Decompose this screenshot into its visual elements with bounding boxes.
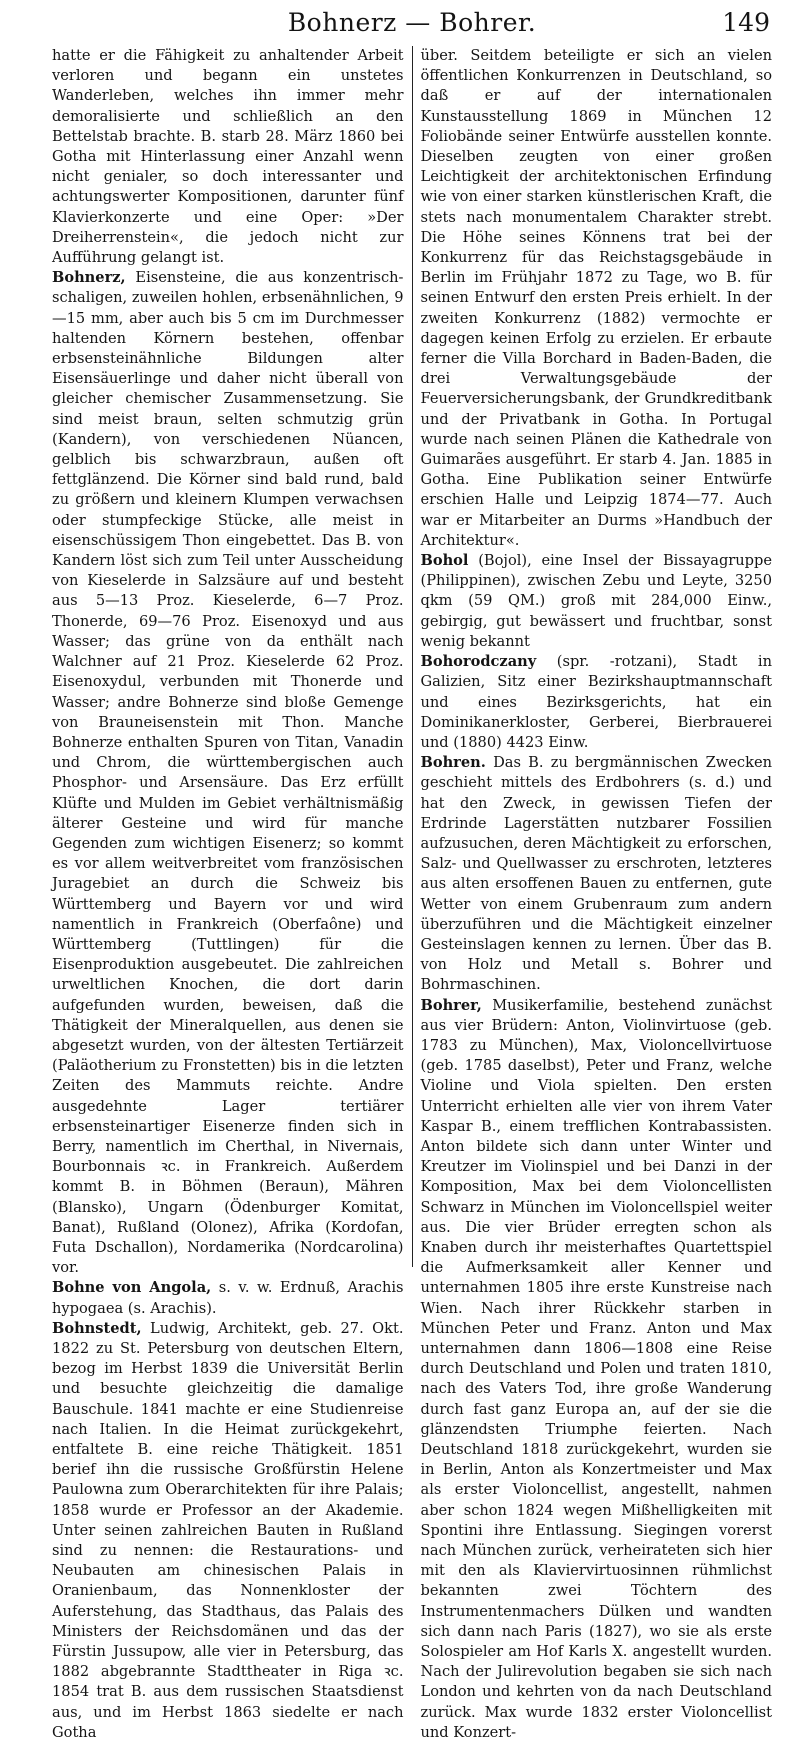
- entry-text: Eisensteine, die aus konzentrisch-schaligen, zuweilen hohlen, erbsenähnlichen, 9—15 mm, aber auch bis 5 cm im Durchmesser haltenden Körnern bestehen, offenbar erbsensteinähnliche Bildungen alter Eisensäuerlinge und daher nicht überall von gleicher chemischer Zusammensetzung. Sie sind meist braun, selten schmutzig grün (Kandern), von verschiedenen Nüancen, gelblich bis schwarzbraun, außen oft fettglänzend. Die Körner sind bald rund, bald zu größern und kleinern Klumpen verwachsen oder stumpfeckige Stücke, alle meist in eisenschüssigem Thon eingebettet. Das B. von Kandern löst sich zum Teil unter Ausscheidung von Kieselerde in Salzsäure auf und besteht aus 5—13 Proz. Kieselerde, 6—7 Proz. Thonerde, 69—76 Proz. Eisenoxyd und aus Wasser; das grüne von da enthält nach Walchner auf 21 Proz. Kieselerde 62 Proz. Eisenoxydul, verbunden mit Thonerde und Wasser; andre Bohnerze sind bloße Gemenge von Brauneisenstein mit Thon. Manche Bohnerze enthalten Spuren von Titan, Vanadin und Chrom, die württembergischen auch Phosphor- und Arsensäure. Das Erz erfüllt Klüfte und Mulden im Gebiet verhältnismäßig älterer Gesteine und wird für manche Gegenden zum wichtigen Eisenerz; so kommt es vor allem weitverbreitet vom französischen Juragebiet an durch die Schweiz bis Württemberg und Bayern vor und wird namentlich in Frankreich (Oberfaône) und Württemberg (Tuttlingen) für die Eisenproduktion ausgebeutet. Die zahlreichen urweltlichen Knochen, die dort darin aufgefunden wurden, beweisen, daß die Thätigkeit der Mineralquellen, aus denen sie abgesetzt wurden, von der ältesten Tertiärzeit (Paläotherium zu Fronstetten) bis in die letzten Zeiten des Mammuts reichte. Andre ausgedehnte Lager tertiärer erbsensteinartiger Eisenerze finden sich in Berry, namentlich im Cherthal, in Nivernais, Bourbonnais ꝛc. in Frankreich. Außerdem kommt B. in Böhmen (Beraun), Mähren (Blansko), Ungarn (Ödenburger Komitat, Banat), Rußland (Olonez), Afrika (Kordofan, Futa Dschallon), Nordamerika (Nordcarolina) vor.: [52, 269, 404, 1277]
- entry-text: Musikerfamilie, bestehend zunächst aus vier Brüdern: Anton, Violinvirtuose (geb. 1783 zu München), Max, Violoncellvirtuose (geb. 1785 daselbst), Peter und Franz, welche Violine und Viola spielten. Den ersten Unterricht erhielten alle vier von ihrem Vater Kaspar B., einem trefflichen Kontrabassisten. Anton bildete sich dann unter Winter und Kreutzer im Violinspiel und bei Danzi in der Komposition, Max bei dem Violoncellisten Schwarz in München im Violoncellspiel weiter aus. Die vier Brüder erregten schon als Knaben durch ihr meisterhaftes Quartettspiel die Aufmerksamkeit aller Kenner und unternahmen 1805 ihre erste Kunstreise nach Wien. Nach ihrer Rückkehr starben in München Peter und Franz. Anton und Max unternahmen dann 1806—1808 eine Reise durch Deutschland und Polen und traten 1810, nach des Vaters Tod, ihre große Wanderung durch fast ganz Europa an, auf der sie die glänzendsten Triumphe feierten. Nach Deutschland 1818 zurückgekehrt, wurden sie in Berlin, Anton als Konzertmeister und Max als erster Violoncellist, angestellt, nahmen aber schon 1824 wegen Mißhelligkeiten mit Spontini ihre Entlassung. Siegingen vorerst nach München zurück, verheirateten sich hier mit den als Klaviervirtuosinnen rühmlichst bekannten zwei Töchtern des Instrumentenmachers Dülken und wandten sich dann nach Paris (1827), wo sie als erste Solospieler am Hof Karls X. angestellt wurden. Nach der Julirevolution begaben sie sich nach London und kehrten von da nach Deutschland zurück. Max wurde 1832 erster Violoncellist und Konzert-: [420, 996, 772, 1741]
- entry-bohrer: [421, 996, 773, 1743]
- page-number: 149: [722, 8, 770, 37]
- entry-text: über. Seitdem beteiligte er sich an vielen öffentlichen Konkurrenzen in Deutschland, so daß er auf der internationalen Kunstausstellung 1869 in München 12 Foliobände seiner Entwürfe ausstellen konnte. Dieselben zeugten von einer großen Leichtigkeit der architektonischen Erfindung wie von einer starken künstlerischen Kraft, die stets nach monumentalem Charakter strebt. Die Höhe seines Könnens trat bei der Konkurrenz für das Reichstagsgebäude in Berlin im Frühjahr 1872 zu Tage, wo B. für seinen Entwurf den ersten Preis erhielt. In der zweiten Konkurrenz (1882) vermochte er dagegen keinen Erfolg zu erzielen. Er erbaute ferner die Villa Borchard in Baden-Baden, die drei Verwaltungsgebäude der Feuerversicherungsbank, der Grundkreditbank und der Privatbank in Gotha. In Portugal wurde nach seinen Plänen die Kathedrale von Guimarães ausgeführt. Er starb 4. Jan. 1885 in Gotha. Eine Publikation seiner Entwürfe erschien Halle und Leipzig 1874—77. Auch war er Mitarbeiter an Durms »Handbuch der Architektur«.: [420, 47, 772, 549]
- running-head: Bohnerz — Bohrer.: [287, 8, 537, 37]
- entry-text: (Bojol), eine Insel der Bissayagruppe (Philippinen), zwischen Zebu und Leyte, 3250 qkm (59 QM.) groß mit 284,000 Einw., gebirgig, gut bewässert und fruchtbar, sonst wenig bekannt: [420, 552, 772, 650]
- entry-lemma: Bohorodczany: [420, 653, 537, 671]
- entry-bohren: [421, 753, 773, 995]
- page-header: [52, 8, 772, 50]
- entry-continuation: [421, 46, 773, 551]
- entry-bohne-von-angola: [52, 1278, 404, 1318]
- entry-bohol: [421, 551, 773, 652]
- entry-text: Ludwig, Architekt, geb. 27. Okt. 1822 zu St. Petersburg von deutschen Eltern, bezog im Herbst 1839 die Universität Berlin und besuchte gleichzeitig die damalige Bauschule. 1841 machte er eine Studienreise nach Italien. In die Heimat zurückgekehrt, entfaltete B. eine reiche Thätigkeit. 1851 berief ihn die russische Großfürstin Helene Paulowna zum Oberarchitekten für ihre Palais; 1858 wurde er Professor an der Akademie. Unter seinen zahlreichen Bauten in Rußland sind zu nennen: die Restaurations- und Neubauten am chinesischen Palais in Oranienbaum, das Nonnenkloster der Auferstehung, das Stadthaus, das Palais des Ministers der Reichsdomänen und das der Fürstin Jussupow, alle vier in Petersburg, das 1882 abgebrannte Stadttheater in Riga ꝛc. 1854 trat B. aus dem russischen Staatsdienst aus, und im Herbst 1863 siedelte er nach Gotha: [52, 1319, 404, 1741]
- text-columns: [52, 46, 772, 1741]
- right-column: [413, 46, 773, 1741]
- entry-lemma: Bohren.: [420, 754, 486, 772]
- entry-bohorodczany: [421, 652, 773, 753]
- entry-bohnstedt: [52, 1319, 404, 1743]
- entry-lemma: Bohrer,: [420, 996, 482, 1014]
- entry-lemma: Bohnstedt,: [52, 1319, 142, 1337]
- entry-lemma: Bohne von Angola,: [52, 1279, 212, 1297]
- entry-continuation: [52, 46, 404, 268]
- left-column: [52, 46, 412, 1741]
- entry-lemma: Bohnerz,: [52, 269, 126, 287]
- entry-text: (spr. -rotzani), Stadt in Galizien, Sitz einer Bezirkshauptmannschaft und eines Bezirksgerichts, hat ein Dominikanerkloster, Gerberei, Bierbrauerei und (1880) 4423 Einw.: [420, 653, 772, 751]
- entry-text: hatte er die Fähigkeit zu anhaltender Arbeit verloren und begann ein unstetes Wanderleben, welches ihn immer mehr demoralisierte und schließlich an den Bettelstab brachte. B. starb 28. März 1860 bei Gotha mit Hinterlassung einer Anzahl wenn nicht genialer, so doch interessanter und achtungswerter Kompositionen, darunter fünf Klavierkonzerte und eine Oper: »Der Dreiherrenstein«, die jedoch nicht zur Aufführung gelangt ist.: [52, 47, 404, 267]
- entry-lemma: Bohol: [420, 552, 469, 570]
- entry-text: Das B. zu bergmännischen Zwecken geschieht mittels des Erdbohrers (s. d.) und hat den Zweck, in gewissen Tiefen der Erdrinde Lagerstätten nutzbarer Fossilien aufzusuchen, deren Mächtigkeit zu erforschen, Salz- und Quellwasser zu erschroten, letzteres aus alten ersoffenen Bauen zu entfernen, gute Wetter von einem Grubenraum zum andern überzuführen und die Mächtigkeit einzelner Gesteinslagen kennen zu lernen. Über das B. von Holz und Metall s. Bohrer und Bohrmaschinen.: [420, 754, 772, 994]
- entry-text: s. v. w. Erdnuß, Arachis hypogaea (s. Arachis).: [52, 1279, 404, 1317]
- entry-bohnerz: [52, 268, 404, 1278]
